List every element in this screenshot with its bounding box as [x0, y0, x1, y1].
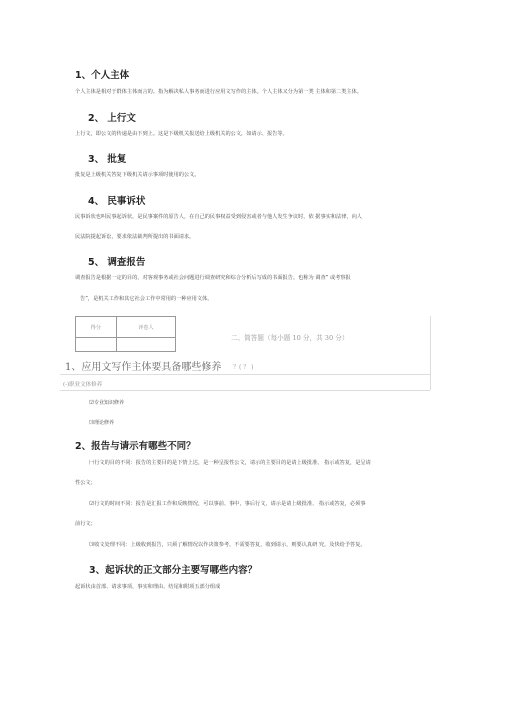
paragraph-civil-complaint-line1: 民事诉状也叫民事起诉状，是民事案件的原告人，在自己的民事权益受到侵害或者与他人发生争议时，依 据事实和法律，向人 — [75, 214, 362, 220]
heading-personal-subject: 1、个人主体 — [75, 70, 130, 81]
question-2-point-3: ⑶收文处理不同：上级收到报告，只须了解情况以作决策参考，不需要答复，收到请示，则要认真研 究，及快给予答复。 — [89, 542, 366, 548]
question-2-title: 2、报告与请示有哪些不同？ — [75, 441, 196, 452]
divider — [60, 374, 430, 375]
question-2-point-2-line2: 前行文； — [75, 521, 96, 527]
heading-civil-complaint: 4、 民事诉状 — [88, 196, 146, 207]
question-1-answer-3: ⑶理论修养 — [89, 420, 115, 426]
question-2-point-1-line2: 性公文； — [75, 480, 96, 486]
question-1-title: 1、应用文写作主体要具备哪些修养 — [65, 362, 222, 373]
paragraph-survey-report-line2: 告”，是机关工作和其它社会工作中常用的一种应用文体。 — [80, 296, 213, 302]
question-1-answer-2: ⑵专业知识修养 — [89, 400, 125, 406]
paragraph-personal-subject: 个人主体是相对于群体主体而言的。指为解决私人事务而进行应用文写作的主体。个人主体又分为第一类 主体和第二类主体。 — [75, 89, 362, 95]
heading-survey-report: 5、 调查报告 — [88, 257, 146, 268]
divider — [60, 390, 430, 391]
section-heading-short-answer: 二、简答题（每小题 10 分，共 30 分） — [231, 334, 349, 342]
question-1-answer-1: (-)职业文体修养 — [63, 382, 103, 388]
paragraph-survey-report-line1: 调查报告是根据一定的目的，对客观事务或社会问题进行调查研究和综合分析后写成的书面报告。也称为 调查” 或考察报 — [75, 275, 351, 281]
heading-reply: 3、 批复 — [88, 154, 127, 165]
paragraph-upward-document: 上行文，即公文的传递是由下到上。这是下级机关报送给上级机关的公文，如请示、报告等。 — [75, 131, 288, 137]
score-table-header-score: 得分 — [76, 317, 117, 338]
question-1-title-suffix: ？( ？ ) — [233, 364, 254, 371]
question-3-answer: 起诉状由首部、请求事项，事实和理由、结尾和附项五部分组成 — [75, 584, 221, 590]
score-table-cell-grader — [116, 338, 175, 352]
score-table-header-grader: 评卷人 — [116, 317, 175, 338]
divider-vertical — [430, 316, 431, 390]
question-3-title: 3、起诉状的正文部分主要写哪些内容？ — [89, 565, 258, 576]
score-table-cell-score — [76, 338, 117, 352]
heading-upward-document: 2、 上行文 — [88, 113, 136, 124]
paragraph-reply: 批复是上级机关答复下级机关请示事项时使用的公文。 — [75, 172, 200, 178]
question-2-point-2-line1: ⑵行文的时间不同：报告是汇报工作和反映情况，可以事前、事中，事后行文，请示是请上级批准、 指示或答复，必须事 — [89, 501, 366, 507]
score-table — [75, 316, 176, 352]
question-2-point-1-line1: ㈠行文的目的不同：报告的主要目的是下情上达，是一种呈报性公文，请示的主要目的是请上级批准、 指示或答复，是呈请 — [89, 460, 371, 466]
paragraph-civil-complaint-line2: 民法院提起诉讼，要求依法裁判所提出的书面请求。 — [75, 234, 195, 240]
